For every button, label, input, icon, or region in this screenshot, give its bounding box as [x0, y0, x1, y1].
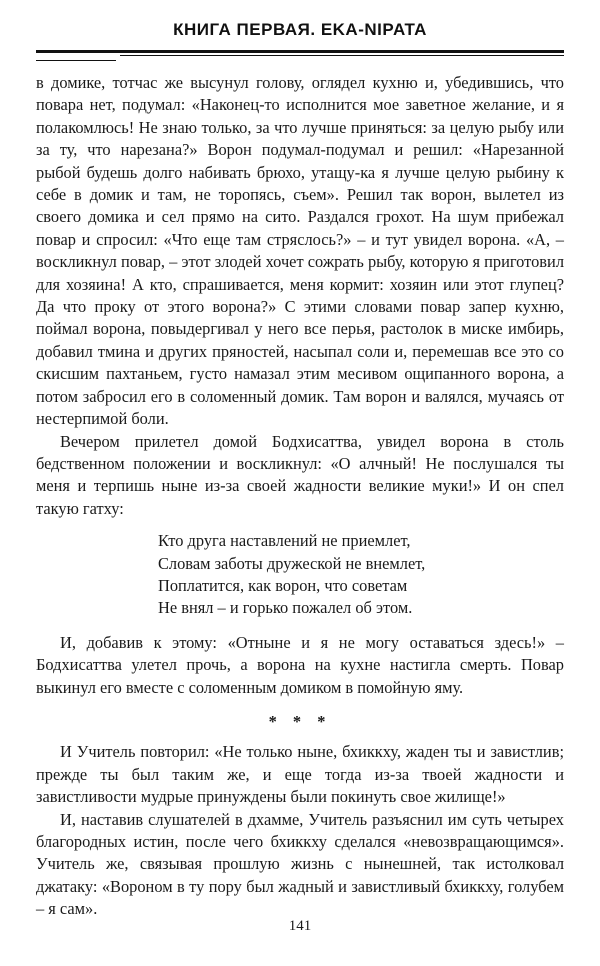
paragraph: в домике, тотчас же высунул голову, оглядел кухню и, убедившись, что повара нет, подумал: «Наконец-то исполнится мое заветное желание, и я полакомлюсь! Не знаю только, за что лучше приняться: за целую рыбу или за ту, что нарезана?» Ворон подумал-подумал и решил: «Нарезанной рыбой будешь долго набивать брюхо, утащу-ка я лучше целую рыбину к себе в домик и там, не торопясь, съем». Решил так ворон, вылетел из своего домика и сел прямо на сито. Раздался грохот. На шум прибежал повар и спросил: «Что еще там стряслось?» – и тут увидел ворона. «А, – воскликнул повар, – этот злодей хочет сожрать рыбу, которую я приготовил для хозяина! А кто, спрашивается, меня кормит: хозяин или этот глупец? Да что проку от этого ворона?» С этими словами повар запер кухню, поймал ворона, повыдергивал у него все перья, растолок в миске имбирь, добавил тмина и других пряностей, насыпал соли и, перемешав все это со скисшим пахтаньем, густо намазал этим месивом ощипанного ворона, а потом забросил его в соломенный домик. Там ворон и валялся, мучаясь от нестерпимой боли.: [36, 73, 564, 429]
page-number: 141: [288, 918, 312, 934]
verse-line: Поплатится, как ворон, что советам: [158, 575, 408, 595]
gatha-verse: [158, 530, 564, 620]
paragraph: И, наставив слушателей в дхамме, Учитель разъяснил им суть четырех благородных истин, после чего бхиккху сделался «невозвращающимся». Учитель же, связывая прошлую жизнь с нынешней, так истолковал джатаку: «Вороном в ту пору был жадный и завистливый бхиккху, голубем – я сам».: [36, 809, 564, 919]
header-rule-thick: [36, 50, 564, 53]
running-header: КНИГА ПЕРВАЯ. EKA-NIPATA: [173, 20, 427, 39]
verse-line: Словам заботы дружеской не внемлет,: [158, 553, 426, 573]
paragraph: И, добавив к этому: «Отныне и я не могу оставаться здесь!» – Бодхисаттва улетел прочь, а ворона на кухне настигла смерть. Повар выкинул его вместе с соломенным домиком в помойную яму.: [36, 632, 564, 697]
verse-line: Не внял – и горько пожалел об этом.: [158, 598, 413, 618]
header-rule-mark: [36, 60, 116, 61]
section-separator: * * *: [268, 711, 332, 731]
verse-line: Кто друга наставлений не приемлет,: [158, 531, 411, 551]
header-rule-thin: [120, 55, 564, 56]
paragraph: И Учитель повторил: «Не только ныне, бхиккху, жаден ты и завистлив; прежде ты был таким же, и еще тогда из-за твоей жадности и завистливости мудрые принуждены были покинуть свое жилище!»: [36, 742, 564, 807]
paragraph: Вечером прилетел домой Бодхисаттва, увидел ворона в столь бедственном положении и воскликнул: «О алчный! Не послушался ты меня и терпишь ныне из-за своей жадности великие муки!» И он спел такую гатху:: [36, 431, 564, 518]
body-text: [36, 72, 564, 921]
